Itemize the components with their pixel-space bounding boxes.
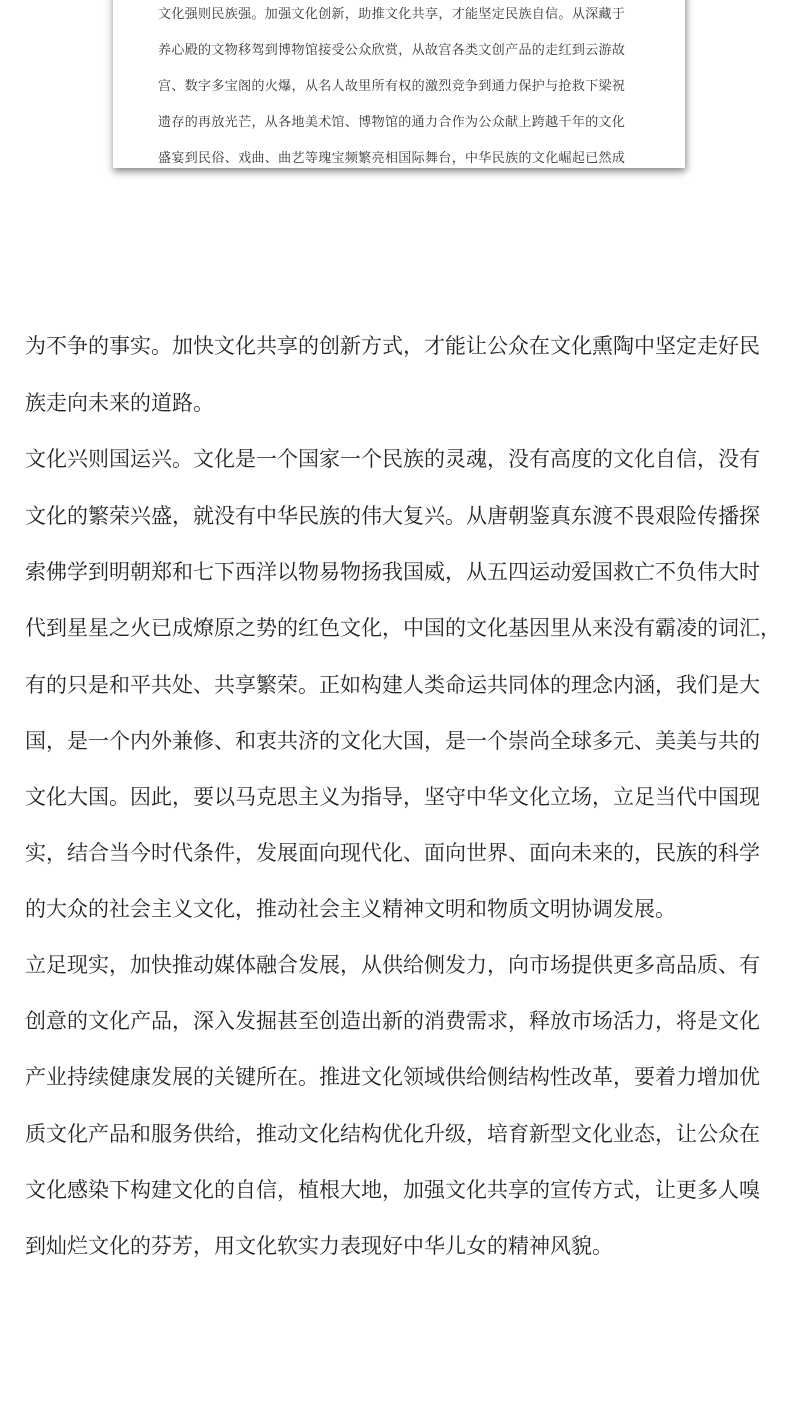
body-line: 质文化产品和服务供给，推动文化结构优化升级，培育新型文化业态，让公众在 (25, 1122, 760, 1146)
excerpt-card (113, 0, 685, 168)
excerpt-line: 养心殿的文物移驾到博物馆接受公众欣赏，从故宫各类文创产品的走红到云游故 (158, 43, 626, 58)
body-line: 族走向未来的道路。 (25, 391, 214, 415)
body-line: 文化感染下构建文化的自信，植根大地，加强文化共享的宣传方式，让更多人嗅 (25, 1178, 760, 1202)
body-line: 文化兴则国运兴。文化是一个国家一个民族的灵魂，没有高度的文化自信，没有 (25, 447, 760, 471)
body-line: 产业持续健康发展的关键所在。推进文化领域供给侧结构性改革，要着力增加优 (25, 1065, 760, 1089)
excerpt-line: 文化强则民族强。加强文化创新，助推文化共享，才能坚定民族自信。从深藏于 (158, 7, 626, 22)
excerpt-line: 遗存的再放光芒，从各地美术馆、博物馆的通力合作为公众献上跨越千年的文化 (158, 115, 626, 130)
body-line: 为不争的事实。加快文化共享的创新方式，才能让公众在文化熏陶中坚定走好民 (25, 334, 760, 358)
body-line: 的大众的社会主义文化，推动社会主义精神文明和物质文明协调发展。 (25, 897, 676, 921)
body-line: 索佛学到明朝郑和七下西洋以物易物扬我国威，从五四运动爱国救亡不负伟大时 (25, 560, 760, 584)
body-line: 文化大国。因此，要以马克思主义为指导，坚守中华文化立场，立足当代中国现 (25, 785, 760, 809)
body-line: 国，是一个内外兼修、和衷共济的文化大国，是一个崇尚全球多元、美美与共的 (25, 729, 760, 753)
body-line: 文化的繁荣兴盛，就没有中华民族的伟大复兴。从唐朝鉴真东渡不畏艰险传播探 (25, 504, 760, 528)
body-line: 立足现实，加快推动媒体融合发展，从供给侧发力，向市场提供更多高品质、有 (25, 953, 760, 977)
body-line: 有的只是和平共处、共享繁荣。正如构建人类命运共同体的理念内涵，我们是大 (25, 673, 760, 697)
excerpt-line: 宫、数字多宝阁的火爆，从名人故里所有权的激烈竞争到通力保护与抢救下梁祝 (158, 79, 626, 94)
body-line: 实，结合当今时代条件，发展面向现代化、面向世界、面向未来的，民族的科学 (25, 841, 760, 865)
body-line: 代到星星之火已成燎原之势的红色文化，中国的文化基因里从来没有霸凌的词汇， (25, 616, 781, 640)
excerpt-line: 盛宴到民俗、戏曲、曲艺等瑰宝频繁亮相国际舞台，中华民族的文化崛起已然成 (158, 151, 626, 166)
body-line: 创意的文化产品，深入发掘甚至创造出新的消费需求，释放市场活力，将是文化 (25, 1009, 760, 1033)
body-line: 到灿烂文化的芬芳，用文化软实力表现好中华儿女的精神风貌。 (25, 1234, 613, 1258)
